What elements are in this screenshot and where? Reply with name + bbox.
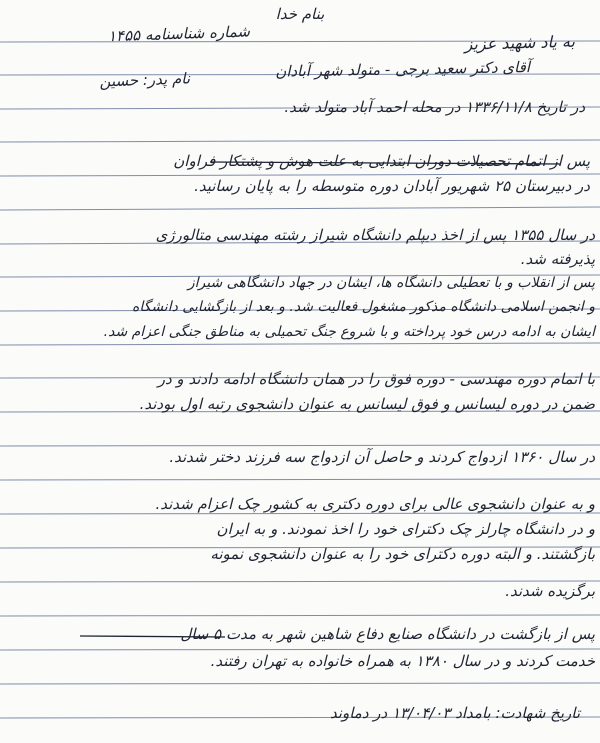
rule-line bbox=[0, 615, 600, 616]
father-name: نام پدر: حسین bbox=[99, 69, 191, 91]
paragraph-6-line-3: بازگشتند. و البته دوره دکترای خود را به عنوان دانشجوی نمونه bbox=[210, 545, 595, 563]
name-line: آقای دکتر سعید برجی - متولد شهر آبادان bbox=[275, 58, 531, 81]
paragraph-3-line-2: و انجمن اسلامی دانشگاه مذکور مشغول فعالیت شد. و بعد از بازگشایی دانشگاه bbox=[131, 299, 595, 315]
rule-line bbox=[0, 683, 600, 684]
paragraph-1-line-1: پس از اتمام تحصیلات دوران ابتدایی به علت هوش و پشتکار فراوان bbox=[173, 152, 590, 170]
id-number: شماره شناسنامه ۱۴۵۵ bbox=[107, 22, 251, 46]
rule-line bbox=[0, 140, 600, 142]
paragraph-6-line-4: برگزیده شدند. bbox=[505, 582, 595, 600]
paragraph-6-line-1: و به عنوان دانشجوی عالی برای دوره دکتری به کشور چک اعزام شدند. bbox=[155, 495, 595, 513]
letter-heading: بنام خدا bbox=[275, 5, 325, 23]
paragraph-5: در سال ۱۳۶۰ ازدواج کردند و حاصل آن ازدواج سه فرزند دختر شدند. bbox=[169, 448, 595, 466]
paragraph-2-line-1: در سال ۱۳۵۵ پس از اخذ دیپلم دانشگاه شیراز رشته مهندسی متالورژی bbox=[155, 226, 595, 244]
paragraph-7-line-2: خدمت کردند و در سال ۱۳۸۰ به همراه خانواده به تهران رفتند. bbox=[210, 652, 595, 670]
paragraph-6-line-2: و در دانشگاه چارلز چک دکترای خود را اخذ نمودند. و به ایران bbox=[216, 520, 595, 538]
paragraph-7-line-1: پس از بازگشت در دانشگاه صنایع دفاع شاهین شهر به مدت ۵ سال bbox=[180, 625, 595, 643]
rule-line bbox=[0, 343, 600, 345]
rule-line bbox=[0, 479, 600, 480]
rule-line bbox=[0, 207, 600, 210]
paragraph-3-line-3: ایشان به ادامه درس خود پرداخته و با شروع جنگ تحمیلی به مناطق جنگی اعزام شد. bbox=[103, 324, 595, 340]
memorial-line: به یاد شهید عزیز bbox=[464, 31, 576, 54]
paragraph-4-line-1: با اتمام دوره مهندسی - دوره فوق را در همان دانشگاه ادامه دادند و در bbox=[157, 370, 595, 388]
paragraph-4-line-2: ضمن در دوره لیسانس و فوق لیسانس به عنوان دانشجوی رتبه اول بودند. bbox=[139, 395, 595, 413]
martyrdom-date: تاریخ شهادت: بامداد ۱۳/۰۴/۰۳ در دماوند bbox=[329, 704, 580, 722]
paragraph-1-line-2: در دبیرستان ۲۵ شهریور آبادان دوره متوسطه را به پایان رسانید. bbox=[194, 177, 590, 195]
paragraph-2-line-2: پذیرفته شد. bbox=[520, 250, 595, 268]
birth-line: در تاریخ ۱۳۳۶/۱۱/۸ در محله احمد آباد متولد شد. bbox=[284, 98, 585, 116]
paragraph-3-line-1: پس از انقلاب و با تعطیلی دانشگاه ها، ایشان در جهاد دانشگاهی شیراز bbox=[187, 275, 595, 291]
